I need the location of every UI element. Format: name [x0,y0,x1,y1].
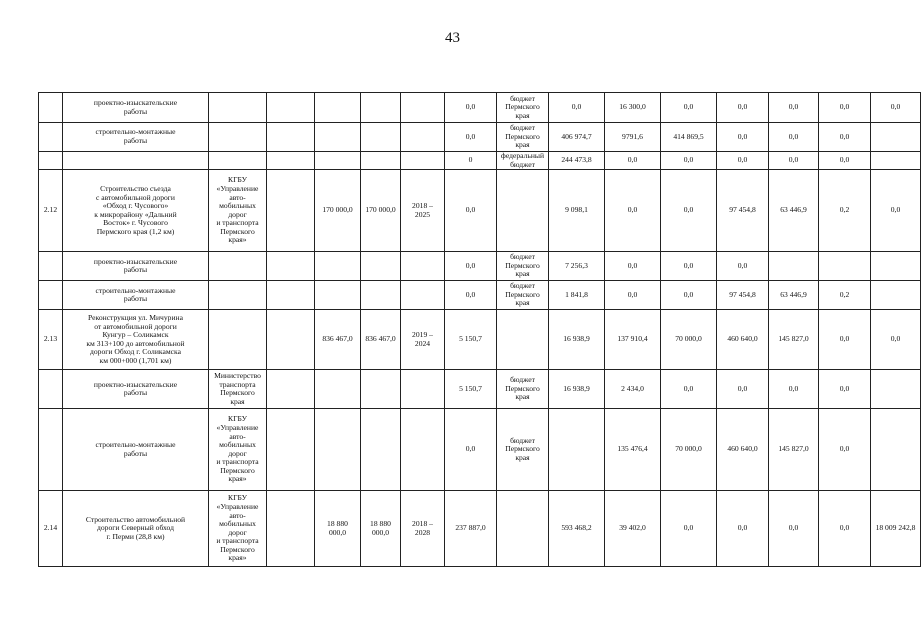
year6-amount-cell: 0,0 [819,370,871,409]
funding-source-cell: бюджет Пермского края [497,252,549,281]
page-number: 43 [445,30,460,46]
spent-before-cell: 237 887,0 [445,491,497,567]
year3-amount-cell: 0,0 [661,252,717,281]
table-row [39,491,921,567]
funding-source-cell: бюджет Пермского края [497,123,549,152]
remaining-amount-cell: 0,0 [871,170,921,252]
funding-source-cell [497,170,549,252]
funding-source-cell [497,491,549,567]
year5-amount-cell: 145 827,0 [769,310,819,370]
remaining-amount-cell [871,409,921,491]
row-id-cell [39,152,63,170]
spent-before-cell: 0,0 [445,123,497,152]
spacer-cell [267,370,315,409]
remaining-amount-cell [871,123,921,152]
remaining-amount-cell [871,370,921,409]
period-cell [401,409,445,491]
year6-amount-cell: 0,0 [819,123,871,152]
period-cell: 2019 – 2024 [401,310,445,370]
year5-amount-cell: 0,0 [769,370,819,409]
period-cell [401,281,445,310]
remaining-amount-cell: 0,0 [871,93,921,123]
year2-amount-cell: 0,0 [605,281,661,310]
funding-source-cell: бюджет Пермского края [497,93,549,123]
year6-amount-cell: 0,0 [819,152,871,170]
year1-amount-cell: 9 098,1 [549,170,605,252]
year5-amount-cell: 145 827,0 [769,409,819,491]
spacer-cell [267,152,315,170]
spacer-cell [267,252,315,281]
funding-source-cell: бюджет Пермского края [497,281,549,310]
funding-source-cell [497,310,549,370]
total-cost-cell [315,152,361,170]
work-name-cell: Строительство автомобильной дороги Северный обход г. Перми (28,8 км) [63,491,209,567]
table-row [39,370,921,409]
total-cost-cell [315,409,361,491]
year2-amount-cell: 16 300,0 [605,93,661,123]
year1-amount-cell: 1 841,8 [549,281,605,310]
remaining-amount-cell: 18 009 242,8 [871,491,921,567]
work-name-cell: Реконструкция ул. Мичурина от автомобильной дороги Кунгур – Соликамск км 313+100 до автомобильной дороги Обход г. Соликамска км 000+000 (1,701 км) [63,310,209,370]
year4-amount-cell: 0,0 [717,252,769,281]
estimated-cost-cell: 836 467,0 [361,310,401,370]
table-row [39,409,921,491]
executor-cell [209,310,267,370]
year4-amount-cell: 460 640,0 [717,409,769,491]
year6-amount-cell: 0,0 [819,310,871,370]
total-cost-cell [315,370,361,409]
year6-amount-cell: 0,0 [819,409,871,491]
work-name-cell: проектно-изыскательские работы [63,370,209,409]
executor-cell [209,281,267,310]
table-row [39,252,921,281]
year2-amount-cell: 0,0 [605,170,661,252]
row-id-cell [39,252,63,281]
year4-amount-cell: 0,0 [717,152,769,170]
year6-amount-cell: 0,2 [819,170,871,252]
year3-amount-cell: 0,0 [661,170,717,252]
table-row [39,123,921,152]
spent-before-cell: 5 150,7 [445,370,497,409]
budget-table [38,92,921,567]
total-cost-cell [315,123,361,152]
work-name-cell: строительно-монтажные работы [63,281,209,310]
executor-cell [209,93,267,123]
year1-amount-cell: 406 974,7 [549,123,605,152]
work-name-cell: Строительство съезда с автомобильной дороги «Обход г. Чусового» к микрорайону «Дальний Восток» г. Чусового Пермского края (1,2 км) [63,170,209,252]
year2-amount-cell: 137 910,4 [605,310,661,370]
row-id-cell [39,370,63,409]
estimated-cost-cell: 170 000,0 [361,170,401,252]
year6-amount-cell: 0,2 [819,281,871,310]
period-cell [401,252,445,281]
year3-amount-cell: 0,0 [661,281,717,310]
year3-amount-cell: 0,0 [661,491,717,567]
period-cell: 2018 – 2028 [401,491,445,567]
table-row [39,281,921,310]
row-id-cell [39,123,63,152]
year5-amount-cell: 0,0 [769,152,819,170]
year3-amount-cell: 0,0 [661,370,717,409]
total-cost-cell [315,93,361,123]
period-cell: 2018 – 2025 [401,170,445,252]
year2-amount-cell: 2 434,0 [605,370,661,409]
year4-amount-cell: 97 454,8 [717,170,769,252]
estimated-cost-cell [361,370,401,409]
table-row [39,170,921,252]
remaining-amount-cell [871,252,921,281]
table-row [39,152,921,170]
work-name-cell: проектно-изыскательские работы [63,93,209,123]
period-cell [401,370,445,409]
spent-before-cell: 0,0 [445,409,497,491]
estimated-cost-cell [361,281,401,310]
year2-amount-cell: 39 402,0 [605,491,661,567]
year6-amount-cell: 0,0 [819,93,871,123]
year3-amount-cell: 0,0 [661,93,717,123]
year1-amount-cell: 7 256,3 [549,252,605,281]
total-cost-cell [315,281,361,310]
work-name-cell: проектно-изыскательские работы [63,252,209,281]
year3-amount-cell: 0,0 [661,152,717,170]
estimated-cost-cell [361,123,401,152]
total-cost-cell: 170 000,0 [315,170,361,252]
year2-amount-cell: 0,0 [605,252,661,281]
year2-amount-cell: 9791,6 [605,123,661,152]
row-id-cell [39,409,63,491]
spacer-cell [267,93,315,123]
spacer-cell [267,123,315,152]
year5-amount-cell: 0,0 [769,123,819,152]
year1-amount-cell: 593 468,2 [549,491,605,567]
spent-before-cell: 0,0 [445,252,497,281]
year2-amount-cell: 135 476,4 [605,409,661,491]
table-row [39,310,921,370]
executor-cell: Министерство транспорта Пермского края [209,370,267,409]
year6-amount-cell [819,252,871,281]
work-name-cell [63,152,209,170]
year3-amount-cell: 70 000,0 [661,310,717,370]
spent-before-cell: 0,0 [445,93,497,123]
spacer-cell [267,170,315,252]
row-id-cell: 2.14 [39,491,63,567]
year1-amount-cell: 0,0 [549,93,605,123]
funding-source-cell: федеральный бюджет [497,152,549,170]
total-cost-cell: 18 880 000,0 [315,491,361,567]
row-id-cell [39,93,63,123]
executor-cell [209,152,267,170]
period-cell [401,152,445,170]
year1-amount-cell: 16 938,9 [549,370,605,409]
year4-amount-cell: 460 640,0 [717,310,769,370]
total-cost-cell [315,252,361,281]
executor-cell [209,252,267,281]
year5-amount-cell: 63 446,9 [769,281,819,310]
spent-before-cell: 0,0 [445,170,497,252]
estimated-cost-cell [361,252,401,281]
year1-amount-cell: 244 473,8 [549,152,605,170]
funding-source-cell: бюджет Пермского края [497,370,549,409]
year3-amount-cell: 414 869,5 [661,123,717,152]
remaining-amount-cell [871,152,921,170]
total-cost-cell: 836 467,0 [315,310,361,370]
row-id-cell: 2.13 [39,310,63,370]
spacer-cell [267,281,315,310]
estimated-cost-cell [361,152,401,170]
year4-amount-cell: 97 454,8 [717,281,769,310]
spacer-cell [267,310,315,370]
spacer-cell [267,409,315,491]
executor-cell [209,123,267,152]
funding-source-cell: бюджет Пермского края [497,409,549,491]
row-id-cell: 2.12 [39,170,63,252]
spent-before-cell: 0 [445,152,497,170]
executor-cell: КГБУ «Управление авто- мобильных дорог и транспорта Пермского края» [209,491,267,567]
year5-amount-cell [769,252,819,281]
estimated-cost-cell [361,409,401,491]
table-row [39,93,921,123]
year4-amount-cell: 0,0 [717,93,769,123]
executor-cell: КГБУ «Управление авто- мобильных дорог и транспорта Пермского края» [209,170,267,252]
executor-cell: КГБУ «Управление авто- мобильных дорог и транспорта Пермского края» [209,409,267,491]
year4-amount-cell: 0,0 [717,491,769,567]
row-id-cell [39,281,63,310]
remaining-amount-cell [871,281,921,310]
year1-amount-cell: 16 938,9 [549,310,605,370]
work-name-cell: строительно-монтажные работы [63,409,209,491]
year1-amount-cell [549,409,605,491]
period-cell [401,123,445,152]
year6-amount-cell: 0,0 [819,491,871,567]
work-name-cell: строительно-монтажные работы [63,123,209,152]
year5-amount-cell: 0,0 [769,93,819,123]
spacer-cell [267,491,315,567]
spent-before-cell: 5 150,7 [445,310,497,370]
remaining-amount-cell: 0,0 [871,310,921,370]
year5-amount-cell: 0,0 [769,491,819,567]
spent-before-cell: 0,0 [445,281,497,310]
period-cell [401,93,445,123]
year4-amount-cell: 0,0 [717,370,769,409]
year3-amount-cell: 70 000,0 [661,409,717,491]
year5-amount-cell: 63 446,9 [769,170,819,252]
estimated-cost-cell [361,93,401,123]
year2-amount-cell: 0,0 [605,152,661,170]
estimated-cost-cell: 18 880 000,0 [361,491,401,567]
year4-amount-cell: 0,0 [717,123,769,152]
